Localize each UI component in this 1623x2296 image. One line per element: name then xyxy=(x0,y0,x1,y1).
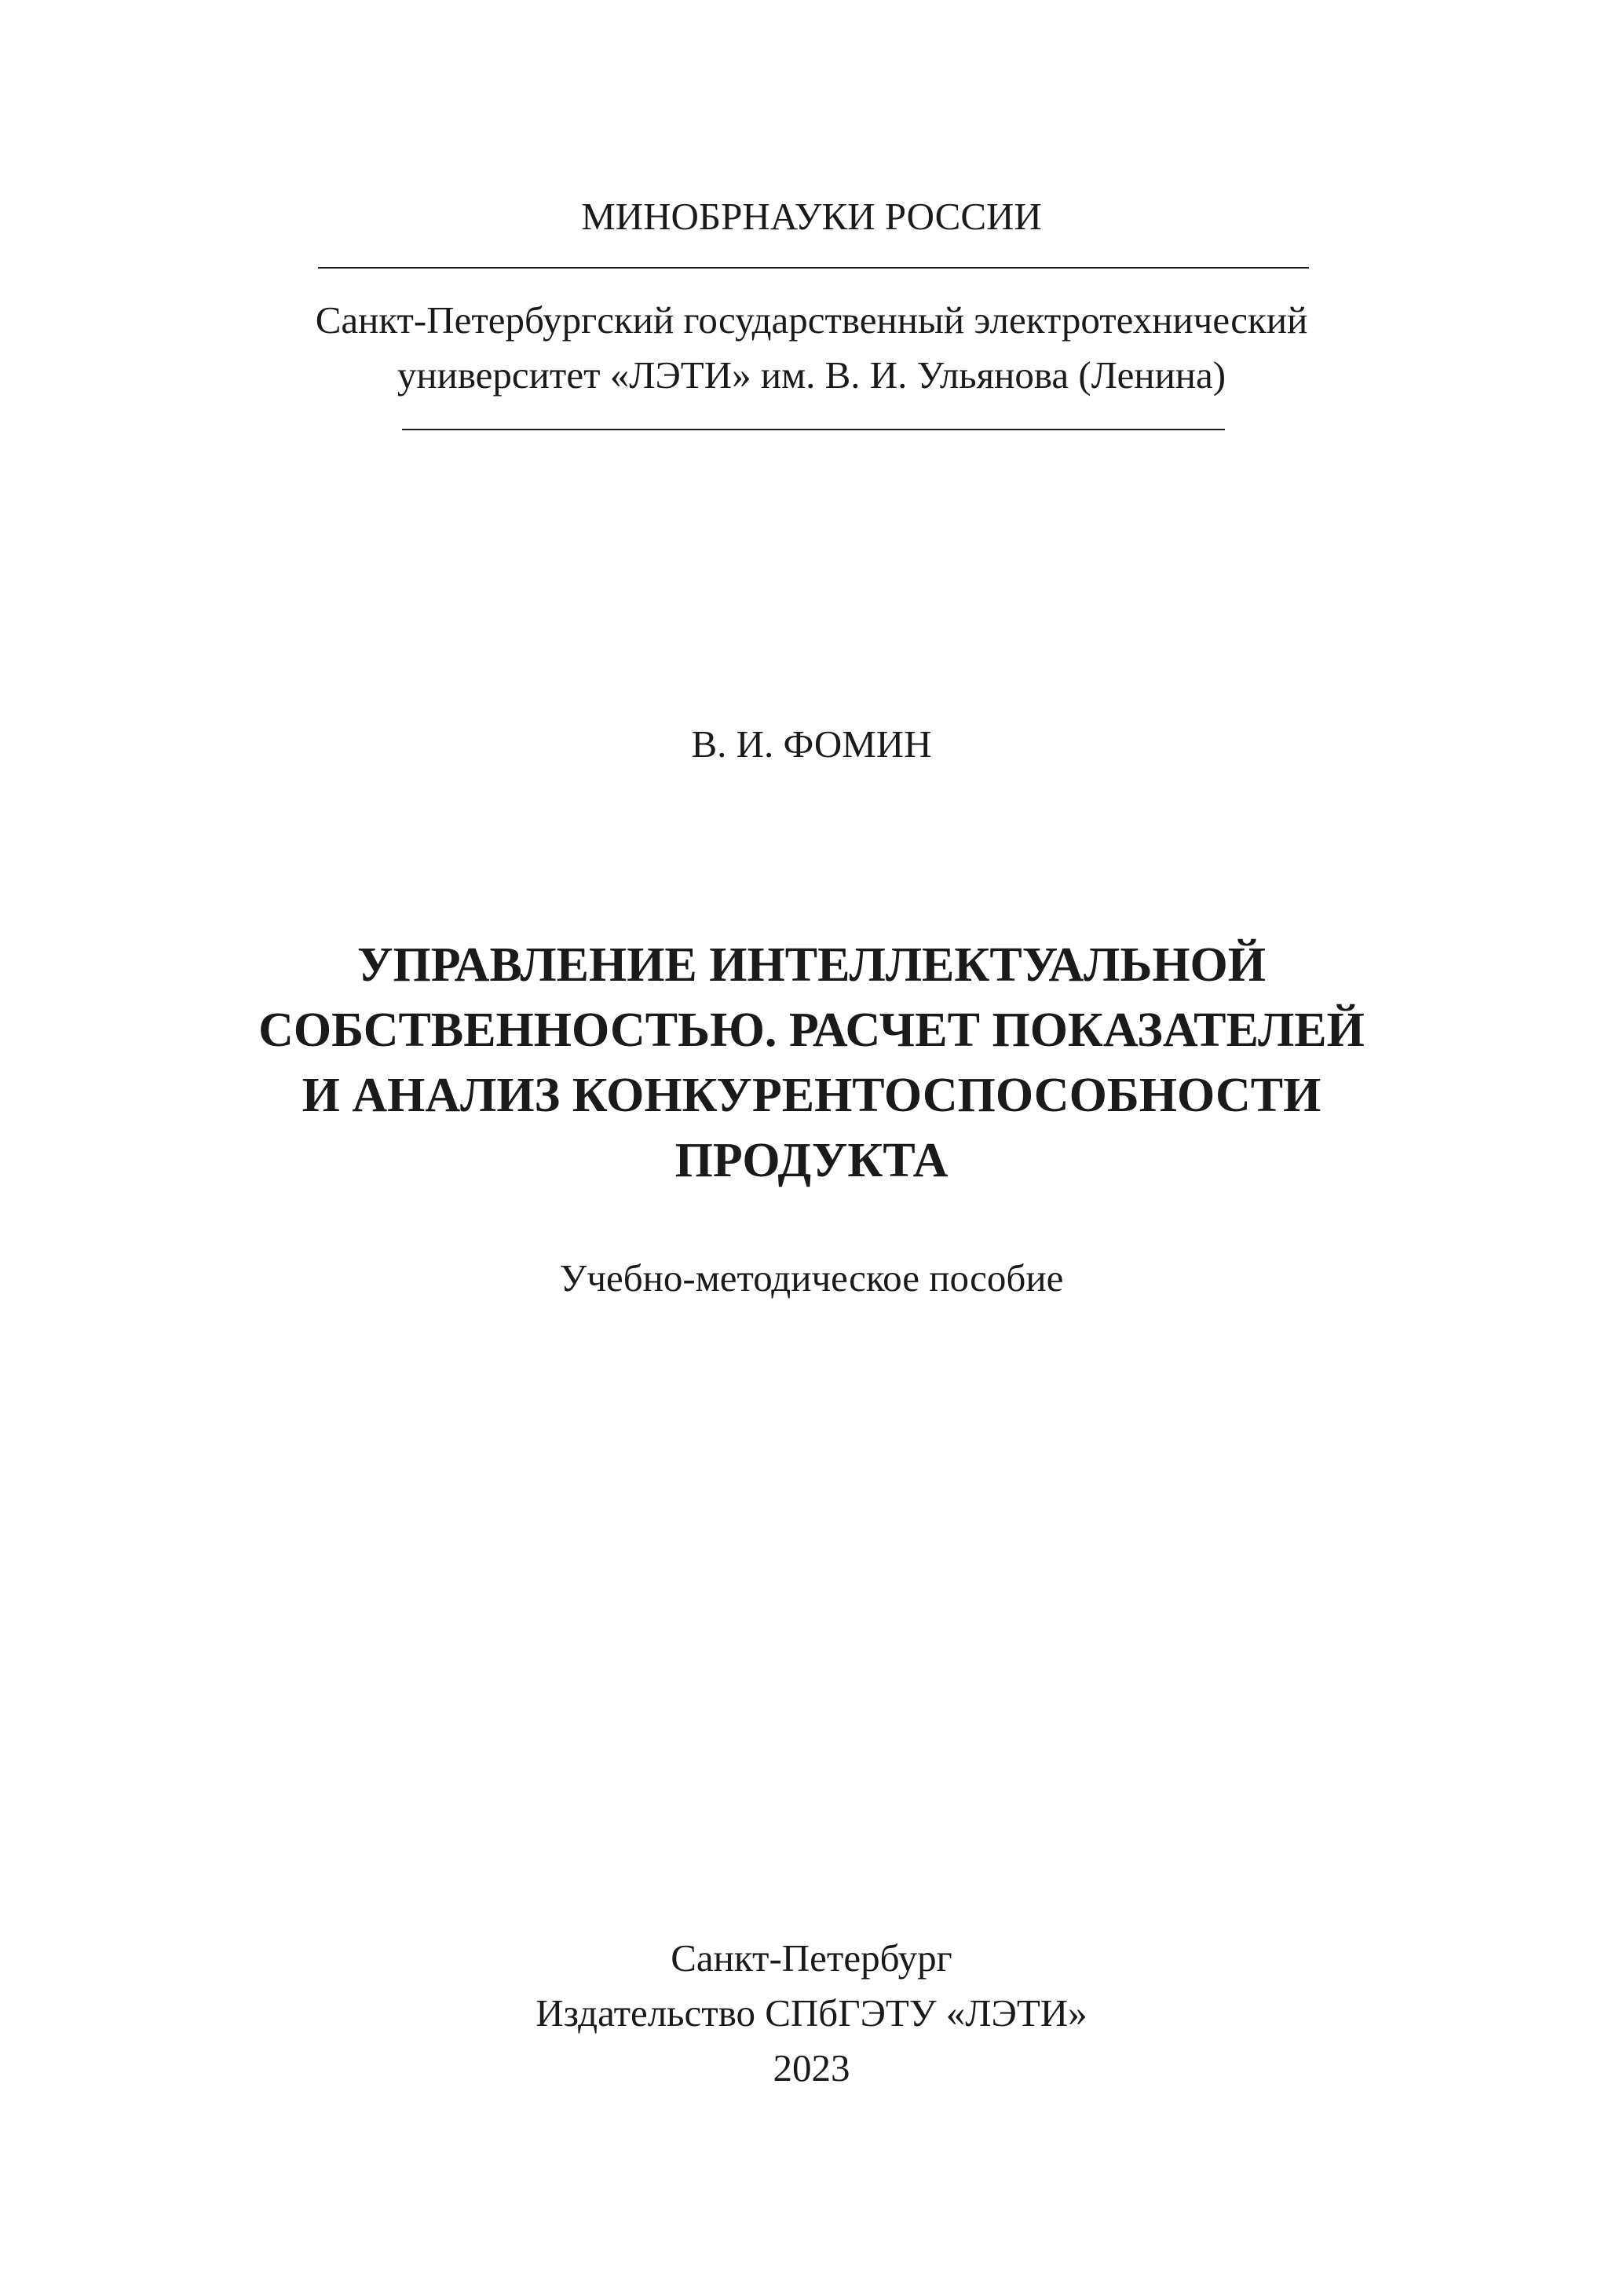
imprint-year: 2023 xyxy=(773,2046,850,2089)
book-title-line-2: СОБСТВЕННОСТЬЮ. РАСЧЕТ ПОКАЗАТЕЛЕЙ xyxy=(258,1004,1365,1057)
book-title-line-3: И АНАЛИЗ КОНКУРЕНТОСПОСОБНОСТИ xyxy=(302,1069,1321,1122)
book-title-line-4: ПРОДУКТА xyxy=(674,1134,949,1187)
ministry-name: МИНОБРНАУКИ РОССИИ xyxy=(581,195,1042,238)
university-name-line-2: университет «ЛЭТИ» им. В. И. Ульянова (Ленина) xyxy=(397,353,1226,397)
header-divider-bottom xyxy=(402,429,1225,430)
university-name-line-1: Санкт-Петербургский государственный электротехнический xyxy=(315,298,1308,342)
imprint-city: Санкт-Петербург xyxy=(671,1936,952,1980)
imprint-publisher: Издательство СПбГЭТУ «ЛЭТИ» xyxy=(536,1991,1087,2035)
header-divider-top xyxy=(318,267,1309,269)
book-title-line-1: УПРАВЛЕНИЕ ИНТЕЛЛЕКТУАЛЬНОЙ xyxy=(357,938,1266,992)
book-subtitle: Учебно-методическое пособие xyxy=(559,1256,1064,1300)
author-name: В. И. ФОМИН xyxy=(691,722,932,766)
